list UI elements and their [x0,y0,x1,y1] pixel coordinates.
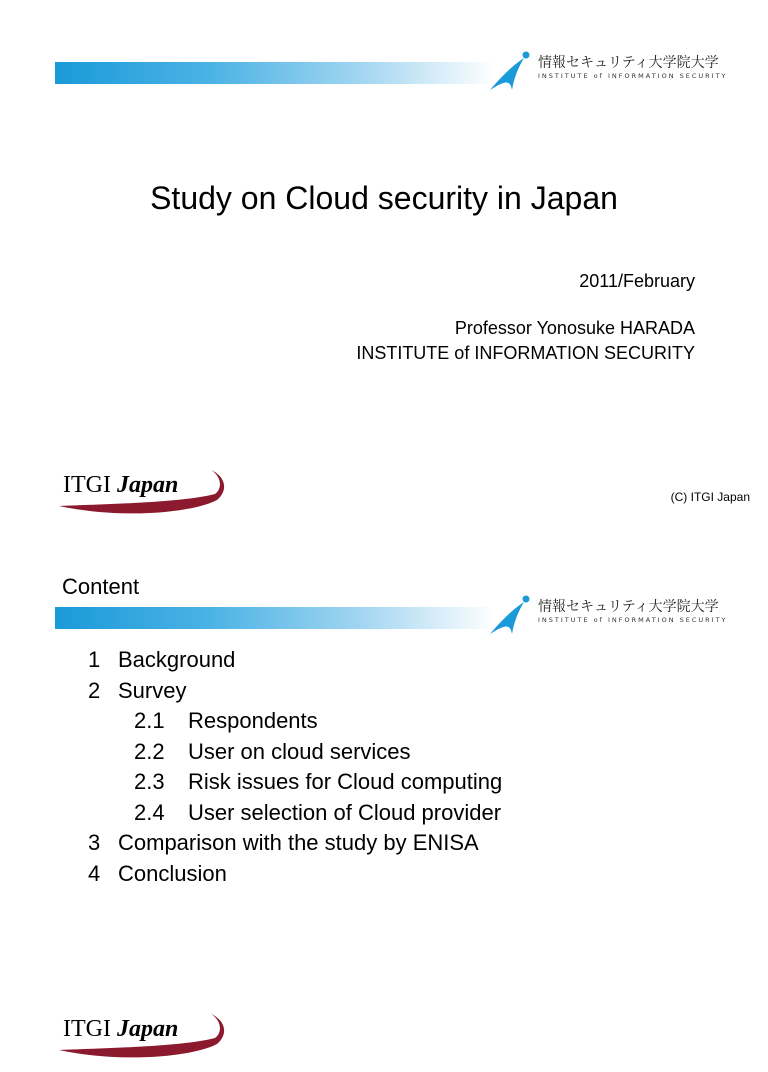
toc-item: 2 Survey [88,677,187,703]
itgi-japan-logo [55,468,230,528]
institute-logo [488,594,748,634]
content-slide [0,550,768,1042]
toc-subitem: 2.2 User on cloud services [134,738,411,764]
institute-name-en: INSTITUTE of INFORMATION SECURITY [538,616,728,624]
swoosh-logo-icon [488,50,536,92]
author-name: Professor Yonosuke HARADA [454,318,695,338]
institute-name-jp: 情報セキュリティ大学院大学 [538,599,719,615]
institute-name-en: INSTITUTE of INFORMATION SECURITY [538,72,728,80]
institute-logo [488,50,748,90]
copyright-notice: (C) ITGI Japan [670,490,750,504]
table-of-contents [88,645,502,889]
toc-subitem: 2.3 Risk issues for Cloud computing [134,769,503,794]
header-gradient-bar [55,607,495,629]
toc-subitem: 2.4 User selection of Cloud provider [134,799,502,825]
swoosh-logo-icon [488,594,536,636]
presentation-date: 2011/February [579,271,695,291]
toc-item: 1 Background [88,647,236,672]
toc-subitem: 2.1 Respondents [134,708,318,733]
itgi-logo-text: ITGI Japan [63,1016,179,1042]
toc-item: 4 Conclusion [88,860,227,886]
institute-name-jp: 情報セキュリティ大学院大学 [538,55,719,71]
author-affiliation: INSTITUTE of INFORMATION SECURITY [356,343,695,363]
toc-item: 3 Comparison with the study by ENISA [88,830,479,855]
itgi-japan-logo [55,1012,230,1072]
header-gradient-bar [55,62,495,84]
content-heading: Content [62,574,140,599]
itgi-logo-text: ITGI Japan [63,472,179,498]
slide-title: Study on Cloud security in Japan [150,180,618,216]
